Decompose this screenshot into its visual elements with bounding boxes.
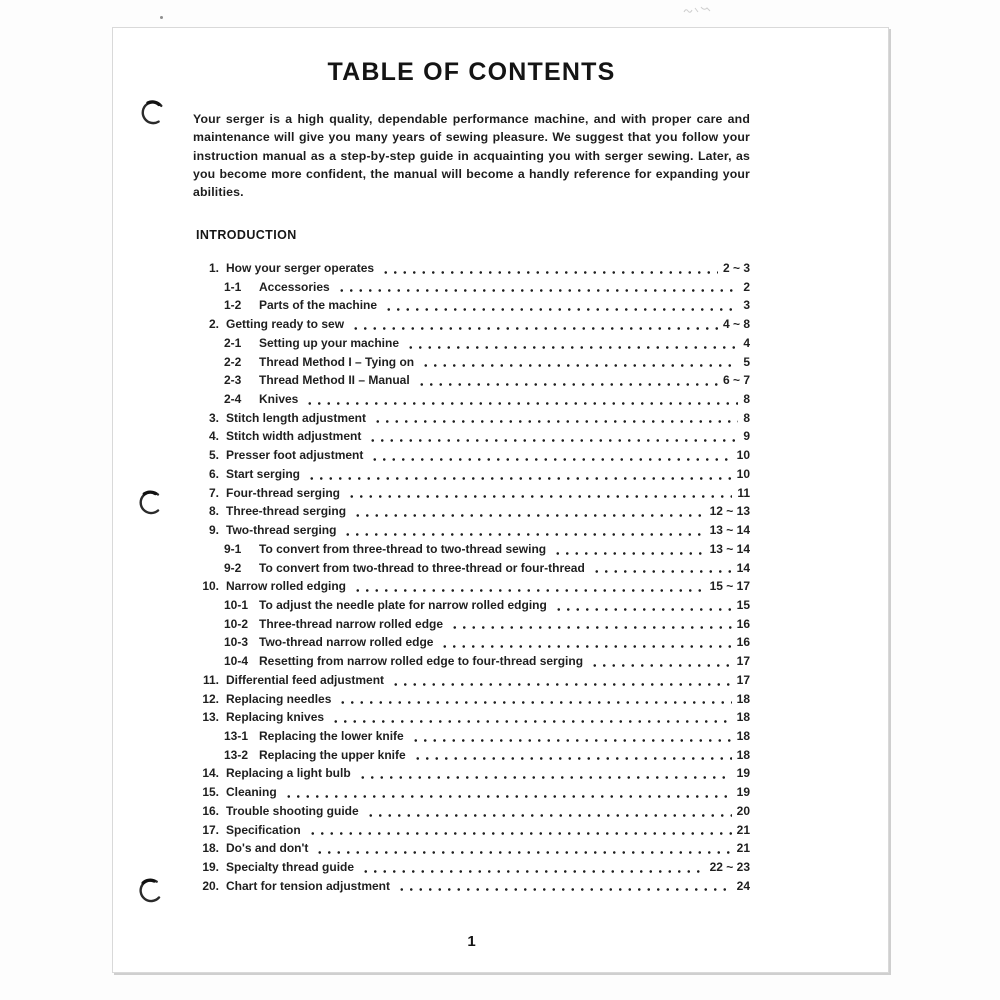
toc-entry [196, 390, 750, 409]
toc-entry [196, 315, 750, 334]
binder-hole-mark-icon [136, 96, 169, 131]
toc-entry [196, 409, 750, 428]
toc-entry-page: 8 [743, 410, 750, 425]
toc-entry-page: 18 [736, 691, 750, 706]
toc-entry-label: Do's and don't [226, 841, 309, 856]
toc-leader-dots [337, 288, 739, 293]
toc-leader-dots [381, 270, 718, 275]
toc-leader-dots [370, 457, 731, 462]
toc-leader-dots [421, 363, 738, 368]
toc-entry [196, 296, 750, 315]
toc-leader-dots [338, 700, 731, 705]
toc-entry-label: Trouble shooting guide [226, 803, 359, 818]
toc-leader-dots [592, 569, 732, 574]
toc-leader-dots [368, 438, 738, 443]
toc-leader-dots [347, 494, 732, 499]
toc-entry-number: 18. [202, 841, 219, 856]
toc-entry-label: Two-thread serging [226, 523, 337, 538]
toc-entry-number: 1-2 [224, 298, 242, 313]
toc-entry-label: Cleaning [226, 785, 277, 800]
toc-entry-label: Resetting from narrow rolled edge to four-thread serging [259, 654, 584, 669]
toc-entry [196, 615, 750, 634]
toc-entry-label: Differential feed adjustment [226, 672, 385, 687]
toc-entry-number: 4. [208, 429, 219, 444]
toc-entry [196, 259, 750, 278]
toc-leader-dots [366, 813, 732, 818]
pencil-scribble-mark [683, 3, 711, 21]
toc-leader-dots [417, 382, 718, 387]
toc-entry-page: 6 ~ 7 [722, 373, 750, 388]
toc-entry-page: 8 [743, 392, 750, 407]
toc-entry [196, 839, 750, 858]
toc-entry-page: 10 [736, 466, 750, 481]
toc-entry [196, 746, 750, 765]
toc-entry-page: 13 ~ 14 [709, 541, 750, 556]
toc-entry-number: 10. [202, 579, 219, 594]
toc-entry-page: 22 ~ 23 [709, 860, 750, 874]
toc-entry-label: Start serging [226, 466, 301, 481]
toc-entry-label: Replacing knives [226, 710, 325, 725]
introduction-heading: INTRODUCTION [196, 228, 297, 242]
toc-entry [196, 446, 750, 465]
toc-entry [196, 577, 750, 596]
toc-entry [196, 427, 750, 446]
toc-entry-page: 18 [736, 710, 750, 725]
toc-entry [196, 334, 750, 353]
toc-leader-dots [331, 719, 732, 724]
toc-entry [196, 521, 750, 540]
toc-entry-label: Getting ready to sew [226, 317, 345, 332]
toc-entry-page: 21 [736, 841, 750, 856]
toc-entry-label: Presser foot adjustment [226, 448, 364, 463]
toc-leader-dots [361, 869, 705, 874]
toc-entry-page: 18 [736, 747, 750, 762]
toc-entry [196, 484, 750, 503]
toc-entry-page: 20 [736, 803, 750, 818]
toc-list [196, 259, 750, 895]
toc-entry [196, 540, 750, 559]
toc-entry [196, 465, 750, 484]
toc-entry-page: 21 [736, 822, 750, 837]
toc-entry-label: Replacing needles [226, 691, 332, 706]
toc-leader-dots [353, 588, 705, 593]
page-content [193, 28, 750, 972]
toc-leader-dots [284, 794, 732, 799]
toc-entry [196, 559, 750, 578]
binder-hole-mark-icon [135, 486, 167, 520]
toc-entry-number: 6. [208, 466, 219, 481]
toc-entry [196, 502, 750, 521]
toc-entry [196, 858, 750, 877]
toc-entry-page: 2 [743, 279, 750, 294]
toc-entry-number: 3. [208, 410, 219, 425]
toc-entry-label: Replacing a light bulb [226, 766, 351, 781]
toc-entry [196, 802, 750, 821]
toc-entry-page: 5 [743, 354, 750, 369]
toc-entry-page: 24 [736, 878, 750, 893]
toc-entry-number: 7. [208, 485, 219, 500]
toc-entry [196, 671, 750, 690]
toc-entry-page: 4 ~ 8 [722, 317, 750, 332]
toc-entry-label: Setting up your machine [259, 335, 400, 350]
toc-leader-dots [373, 419, 738, 424]
toc-entry-number: 2-2 [224, 354, 242, 369]
toc-leader-dots [553, 551, 704, 556]
toc-entry [196, 652, 750, 671]
toc-entry-number: 13-2 [224, 747, 249, 762]
toc-entry-label: Accessories [259, 279, 330, 294]
toc-leader-dots [384, 307, 738, 312]
toc-entry-page: 3 [743, 298, 750, 313]
toc-entry-number: 8. [208, 504, 219, 519]
toc-entry [196, 764, 750, 783]
toc-entry-number: 1. [208, 261, 219, 275]
toc-entry-number: 2-3 [224, 373, 242, 388]
toc-entry-label: How your serger operates [226, 261, 375, 275]
toc-entry-number: 13-1 [224, 728, 249, 743]
toc-entry-page: 17 [736, 672, 750, 687]
toc-entry [196, 690, 750, 709]
toc-entry-label: Three-thread serging [226, 504, 347, 519]
toc-entry-number: 16. [202, 803, 219, 818]
toc-entry [196, 727, 750, 746]
page-title: TABLE OF CONTENTS [327, 58, 616, 86]
toc-entry-number: 5. [208, 448, 219, 463]
toc-entry-label: Four-thread serging [226, 485, 341, 500]
binder-hole-mark-icon [133, 872, 169, 910]
toc-entry-page: 15 ~ 17 [709, 579, 750, 594]
toc-entry-label: Specification [226, 822, 301, 837]
toc-leader-dots [413, 756, 732, 761]
toc-leader-dots [590, 663, 732, 668]
toc-leader-dots [343, 532, 704, 537]
toc-entry-number: 20. [202, 878, 219, 893]
toc-entry-page: 17 [736, 654, 750, 669]
toc-leader-dots [305, 401, 738, 406]
toc-entry-page: 19 [736, 766, 750, 781]
toc-entry-number: 10-4 [224, 654, 249, 669]
toc-entry-page: 18 [736, 728, 750, 743]
toc-entry-number: 9. [208, 523, 219, 538]
toc-entry-label: Chart for tension adjustment [226, 878, 391, 893]
toc-leader-dots [358, 775, 732, 780]
toc-entry-number: 19. [202, 860, 219, 874]
dust-speck [160, 16, 163, 19]
toc-entry [196, 633, 750, 652]
toc-leader-dots [397, 887, 732, 892]
intro-paragraph: Your serger is a high quality, dependable performance machine, and with proper care and maintenance will give you many years of sewing pleasure. We suggest that you follow your instruction manual as a step-by-step guide in acquainting you with serger sewing. Later, as you become more confident, the manual will become a handly reference for expanding your abilities. [193, 112, 750, 200]
toc-leader-dots [391, 682, 732, 687]
toc-entry-number: 2. [208, 317, 219, 332]
toc-entry [196, 783, 750, 802]
toc-entry-number: 10-1 [224, 597, 249, 612]
toc-entry [196, 708, 750, 727]
toc-entry-number: 9-1 [224, 541, 242, 556]
toc-entry-label: Narrow rolled edging [226, 579, 347, 594]
toc-entry-page: 19 [736, 785, 750, 800]
toc-entry-page: 14 [736, 560, 750, 575]
toc-entry-label: Replacing the upper knife [259, 747, 406, 762]
toc-entry-page: 15 [736, 597, 750, 612]
toc-entry-label: Stitch length adjustment [226, 410, 367, 425]
toc-entry-page: 12 ~ 13 [709, 504, 750, 519]
toc-entry-page: 11 [737, 485, 750, 500]
toc-entry-label: To convert from two-thread to three-thread or four-thread [259, 560, 585, 575]
toc-entry-number: 17. [202, 822, 219, 837]
toc-entry-label: Thread Method I – Tying on [259, 354, 415, 369]
toc-entry-number: 2-1 [224, 335, 242, 350]
toc-leader-dots [351, 326, 718, 331]
toc-entry-number: 10-2 [224, 616, 249, 631]
toc-leader-dots [554, 607, 732, 612]
toc-entry-page: 2 ~ 3 [722, 261, 750, 275]
toc-entry-page: 16 [736, 635, 750, 650]
toc-entry-number: 9-2 [224, 560, 242, 575]
toc-entry-label: Parts of the machine [259, 298, 378, 313]
toc-entry-label: Two-thread narrow rolled edge [259, 635, 434, 650]
toc-entry-page: 4 [743, 335, 750, 350]
toc-entry-page: 13 ~ 14 [709, 523, 750, 538]
toc-entry-label: Knives [259, 392, 299, 407]
toc-entry-number: 13. [202, 710, 219, 725]
toc-entry-number: 11. [202, 672, 219, 687]
toc-entry-label: Replacing the lower knife [259, 728, 404, 743]
toc-entry-page: 16 [736, 616, 750, 631]
toc-leader-dots [450, 625, 732, 630]
toc-entry-page: 10 [736, 448, 750, 463]
toc-entry [196, 371, 750, 390]
toc-entry [196, 353, 750, 372]
footer-page-number: 1 [467, 933, 476, 950]
toc-entry-label: Thread Method II – Manual [259, 373, 410, 388]
toc-entry [196, 596, 750, 615]
toc-entry-page: 9 [743, 429, 750, 444]
toc-leader-dots [406, 345, 738, 350]
toc-entry [196, 877, 750, 896]
toc-entry-number: 12. [202, 691, 219, 706]
toc-entry-label: Specialty thread guide [226, 860, 355, 874]
toc-entry [196, 278, 750, 297]
toc-entry-label: To convert from three-thread to two-thread sewing [259, 541, 547, 556]
toc-entry-label: Three-thread narrow rolled edge [259, 616, 444, 631]
toc-entry-number: 1-1 [224, 279, 242, 294]
toc-entry-number: 2-4 [224, 392, 242, 407]
toc-entry [196, 821, 750, 840]
toc-entry-label: To adjust the needle plate for narrow rolled edging [259, 597, 547, 612]
toc-entry-label: Stitch width adjustment [226, 429, 362, 444]
toc-leader-dots [315, 850, 731, 855]
toc-entry-number: 15. [202, 785, 219, 800]
toc-leader-dots [353, 513, 705, 518]
toc-leader-dots [307, 476, 732, 481]
toc-entry-number: 10-3 [224, 635, 249, 650]
toc-leader-dots [411, 738, 732, 743]
toc-leader-dots [308, 831, 732, 836]
toc-entry-number: 14. [202, 766, 219, 781]
scanned-page [112, 27, 889, 973]
toc-leader-dots [440, 644, 731, 649]
